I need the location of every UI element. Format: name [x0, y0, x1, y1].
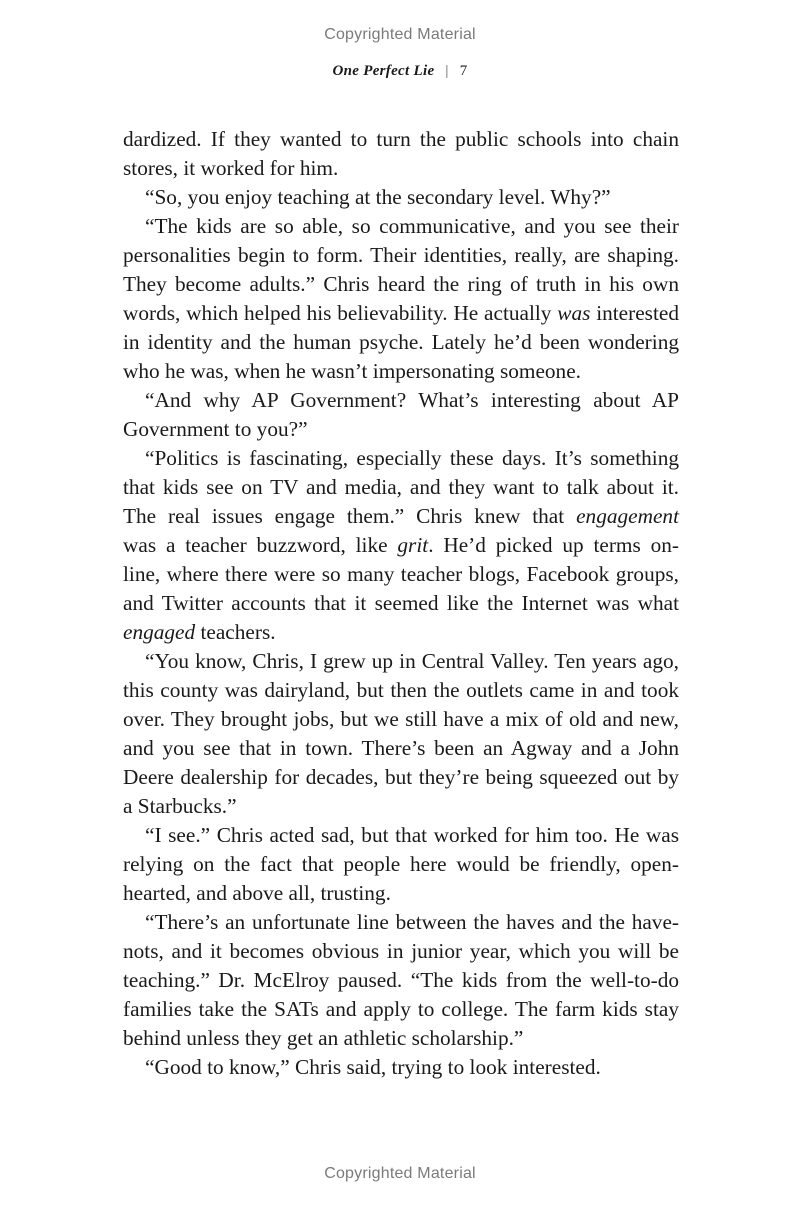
text-line: over. They brought jobs, but we still have a mix of old and new, — [123, 707, 679, 731]
text-line: “You know, Chris, I grew up in Central Valley. Ten years ago, — [145, 649, 679, 673]
text-line — [123, 299, 679, 328]
text-line: line, where there were so many teacher blogs, Facebook groups, — [123, 562, 679, 586]
text-line: teaching.” Dr. McElroy paused. “The kids from the well-to-do — [123, 968, 679, 992]
text-line: relying on the fact that people here would be friendly, open- — [123, 852, 679, 876]
header-separator: | — [445, 63, 449, 79]
italic-text: grit — [397, 533, 429, 557]
text-line: in identity and the human psyche. Lately he’d been wondering — [123, 330, 679, 354]
text-line: that kids see on TV and media, and they want to talk about it. — [123, 475, 679, 499]
italic-text: engaged — [123, 620, 196, 644]
text-line: nots, and it becomes obvious in junior year, which you will be — [123, 939, 679, 963]
text-line: behind unless they get an athletic scholarship.” — [123, 1026, 524, 1050]
text-line — [123, 502, 679, 531]
text-line: families take the SATs and apply to college. The farm kids stay — [123, 997, 679, 1021]
text-line: “So, you enjoy teaching at the secondary level. Why?” — [145, 185, 611, 209]
text-line: this county was dairyland, but then the outlets came in and took — [123, 678, 679, 702]
page-number: 7 — [459, 63, 468, 79]
text-line: and you see that in town. There’s been an Agway and a John — [123, 736, 679, 760]
text-line — [123, 618, 679, 647]
text-line: “There’s an unfortunate line between the haves and the have- — [145, 910, 679, 934]
text-run: words, which helped his believability. He actually — [123, 301, 558, 325]
text-line: personalities begin to form. Their identities, really, are shaping. — [123, 243, 679, 267]
running-header — [0, 63, 800, 80]
italic-text: engagement — [576, 504, 679, 528]
text-line: “Good to know,” Chris said, trying to look interested. — [145, 1055, 601, 1079]
text-line: Government to you?” — [123, 417, 308, 441]
text-line: dardized. If they wanted to turn the public schools into chain — [123, 127, 679, 151]
copyright-watermark-top: Copyrighted Material — [324, 26, 476, 43]
text-run: The real issues engage them.” Chris knew that — [123, 504, 577, 528]
text-run: was a teacher buzzword, like — [123, 533, 398, 557]
text-line: Deere dealership for decades, but they’re being squeezed out by — [123, 765, 679, 789]
book-title: One Perfect Lie — [332, 63, 435, 79]
copyright-watermark-bottom: Copyrighted Material — [324, 1165, 476, 1182]
text-line: a Starbucks.” — [123, 794, 237, 818]
text-line: “The kids are so able, so communicative, and you see their — [145, 214, 679, 238]
text-line: “And why AP Government? What’s interesting about AP — [145, 388, 679, 412]
text-line — [123, 531, 679, 560]
text-run: . He’d picked up terms on- — [428, 533, 679, 557]
italic-text: was — [557, 301, 591, 325]
text-line: hearted, and above all, trusting. — [123, 881, 391, 905]
text-line: They become adults.” Chris heard the ring of truth in his own — [123, 272, 679, 296]
text-line: “Politics is fascinating, especially these days. It’s something — [145, 446, 679, 470]
text-line: “I see.” Chris acted sad, but that worked for him too. He was — [145, 823, 679, 847]
text-run: teachers. — [195, 620, 276, 644]
text-line: and Twitter accounts that it seemed like the Internet was what — [123, 591, 679, 615]
text-line: stores, it worked for him. — [123, 156, 339, 180]
body-text — [123, 125, 679, 1082]
text-line: who he was, when he wasn’t impersonating someone. — [123, 359, 581, 383]
text-run: interested — [590, 301, 679, 325]
